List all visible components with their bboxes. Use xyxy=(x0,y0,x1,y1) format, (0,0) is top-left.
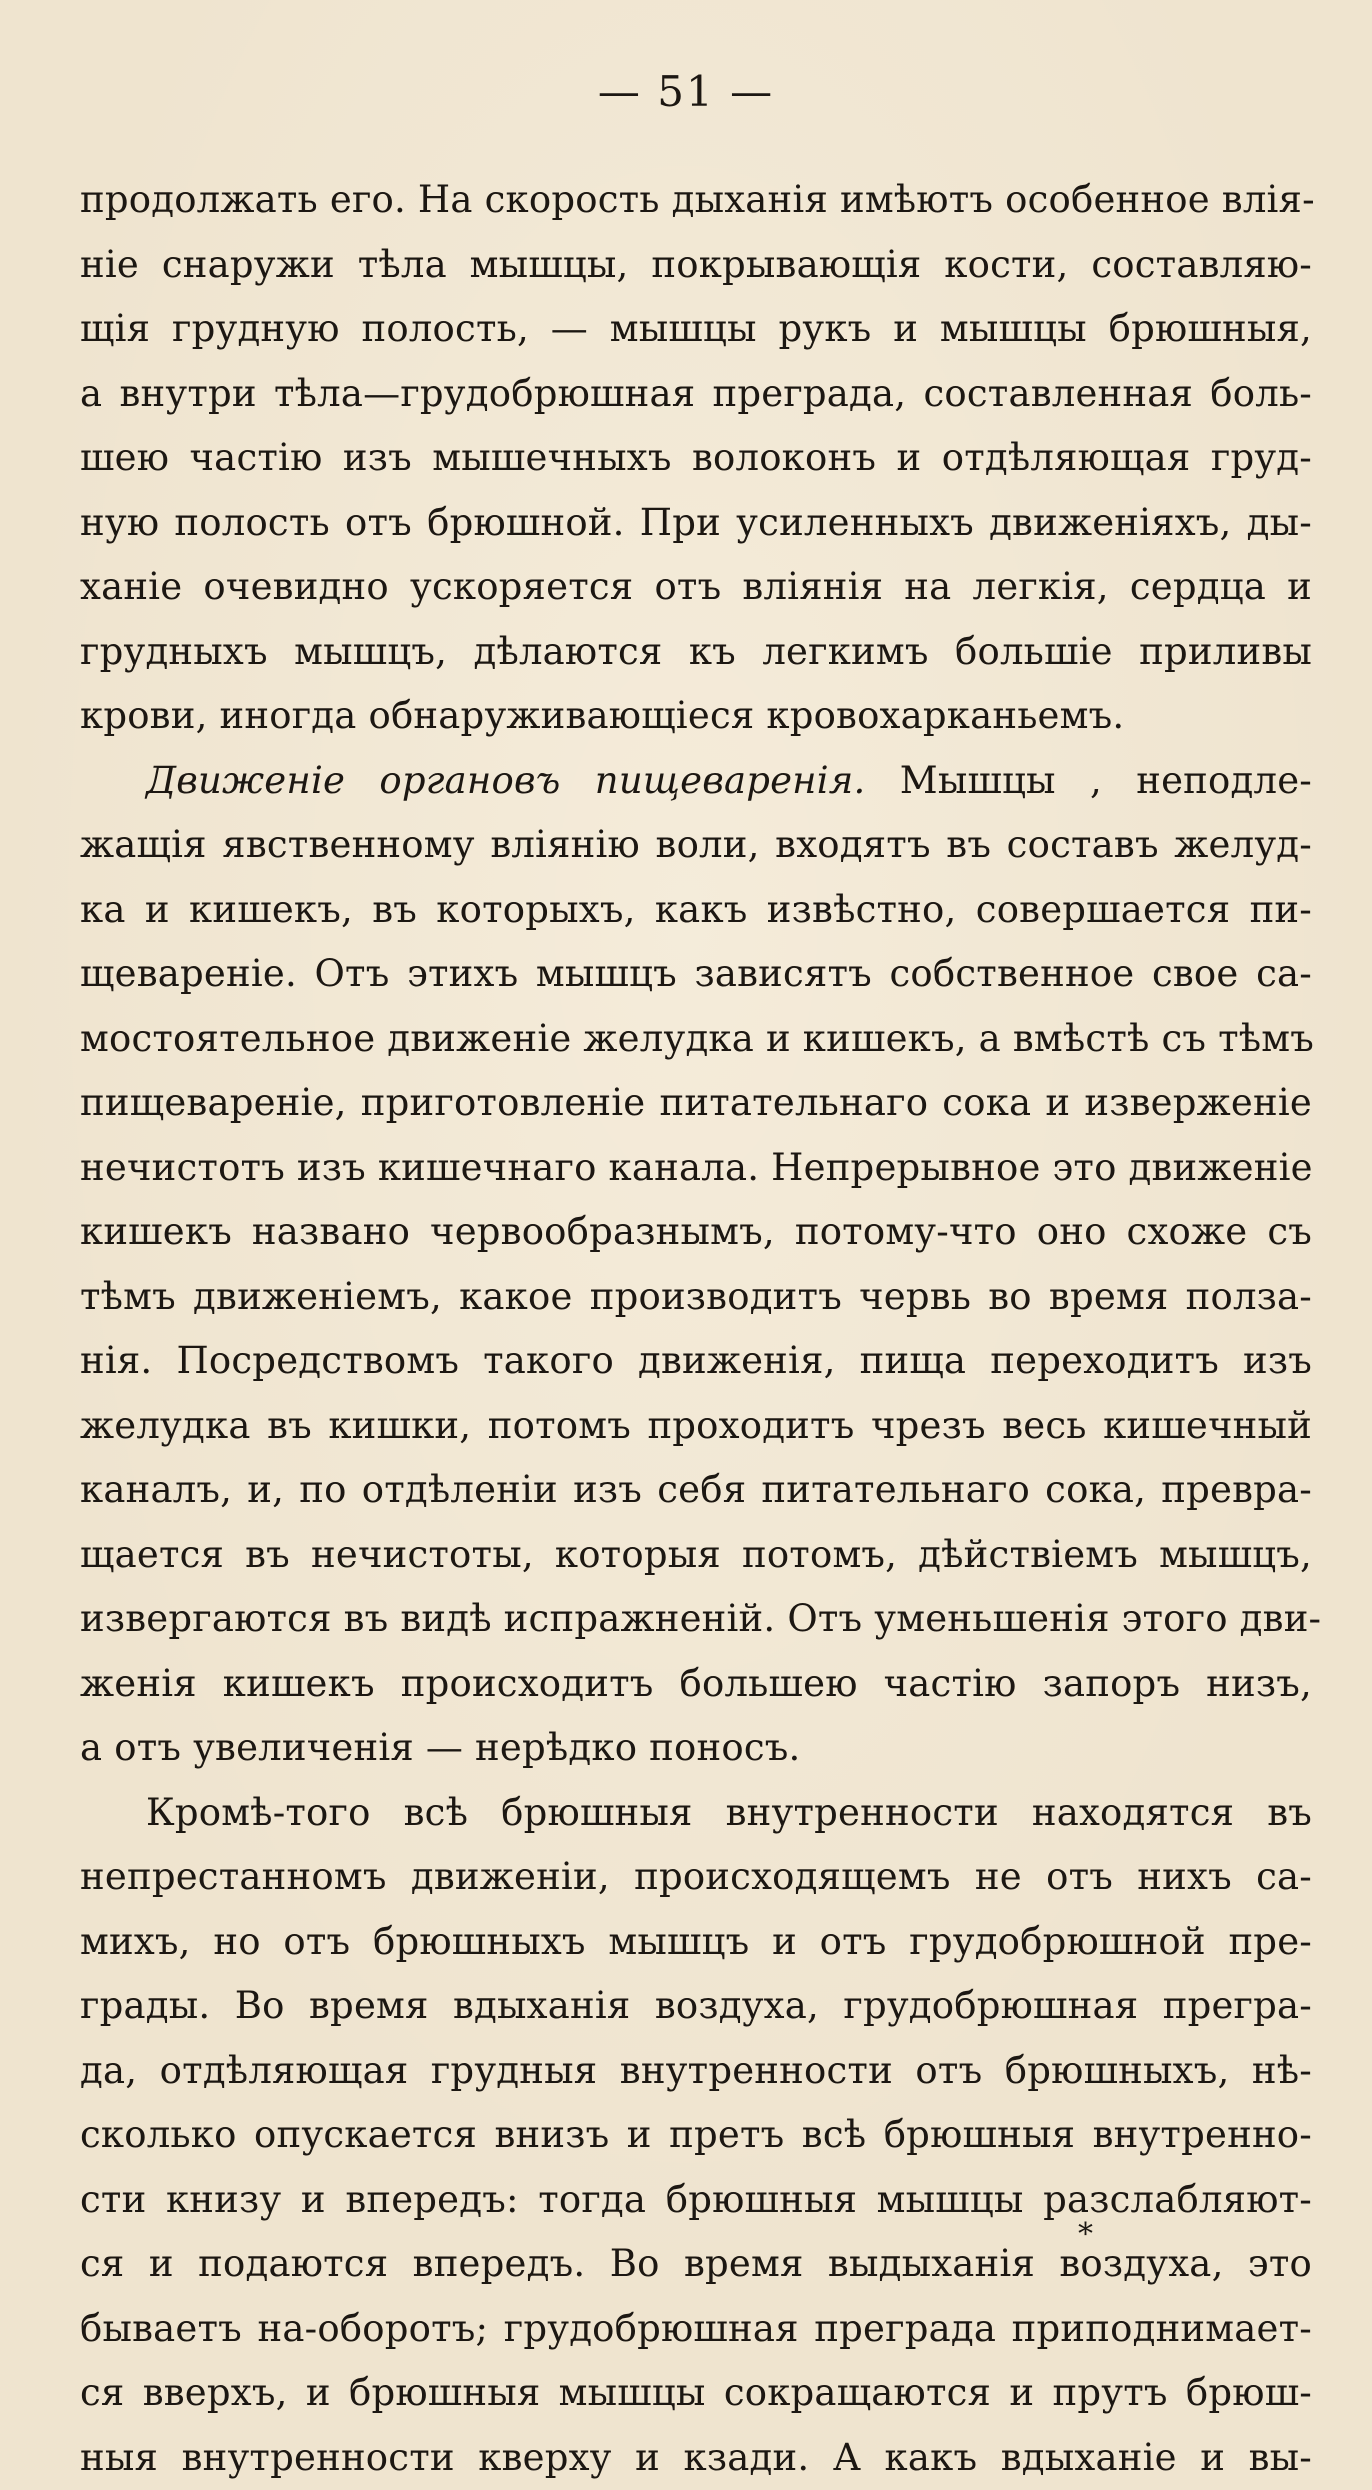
text-line: щевареніе. Отъ этихъ мышцъ зависятъ собственное свое са- xyxy=(80,942,1312,1007)
text-line: нечистотъ изъ кишечнаго канала. Непрерывное это движеніе xyxy=(80,1136,1312,1201)
paragraph-first-line xyxy=(80,749,1312,814)
signature-mark: * xyxy=(1078,2220,1093,2250)
text-line: ную полость отъ брюшной. При усиленныхъ движеніяхъ, ды- xyxy=(80,491,1312,556)
text-line: ся и подаются впередъ. Во время выдыханія воздуха, это xyxy=(80,2232,1312,2297)
text-line: нія. Посредствомъ такого движенія, пища переходитъ изъ xyxy=(80,1329,1312,1394)
text-line: желудка въ кишки, потомъ проходитъ чрезъ весь кишечный xyxy=(80,1394,1312,1459)
text-line: извергаются въ видѣ испражненій. Отъ уменьшенія этого дви- xyxy=(80,1587,1312,1652)
text-line: ніе снаружи тѣла мышцы, покрывающія кости, составляю- xyxy=(80,233,1312,298)
text-line: щія грудную полость, — мышцы рукъ и мышцы брюшныя, xyxy=(80,297,1312,362)
text-line: ныя внутренности кверху и кзади. А какъ вдыханіе и вы- xyxy=(80,2426,1312,2490)
text-line: шею частію изъ мышечныхъ волоконъ и отдѣляющая груд- xyxy=(80,426,1312,491)
text-line: мостоятельное движеніе желудка и кишекъ, а вмѣстѣ съ тѣмъ xyxy=(80,1007,1312,1072)
section-heading-italic: Движеніе органовъ пищеваренія. xyxy=(146,759,865,802)
text-line: продолжать его. На скорость дыханія имѣютъ особенное влія- xyxy=(80,168,1312,233)
text-line: каналъ, и, по отдѣленіи изъ себя питательнаго сока, превра- xyxy=(80,1458,1312,1523)
text-line: грудныхъ мышцъ, дѣлаются къ легкимъ большіе приливы xyxy=(80,620,1312,685)
text-line: а внутри тѣла—грудобрюшная преграда, составленная боль- xyxy=(80,362,1312,427)
text-line: женія кишекъ происходитъ большею частію запоръ низъ, xyxy=(80,1652,1312,1717)
text-line: тѣмъ движеніемъ, какое производитъ червь во время полза- xyxy=(80,1265,1312,1330)
text-line: михъ, но отъ брюшныхъ мышцъ и отъ грудобрюшной пре- xyxy=(80,1910,1312,1975)
paragraph-first-line: Кромѣ-того всѣ брюшныя внутренности находятся въ xyxy=(80,1781,1312,1846)
text-line: крови, иногда обнаруживающіеся кровохарканьемъ. xyxy=(80,684,1312,749)
body-text xyxy=(80,168,1312,2490)
text-line: бываетъ на-оборотъ; грудобрюшная преграда приподнимает- xyxy=(80,2297,1312,2362)
text-line: щается въ нечистоты, которыя потомъ, дѣйствіемъ мышцъ, xyxy=(80,1523,1312,1588)
text-line: грады. Во время вдыханія воздуха, грудобрюшная прегра- xyxy=(80,1974,1312,2039)
text-fragment: Мышцы , неподле- xyxy=(900,759,1312,802)
text-line: да, отдѣляющая грудныя внутренности отъ брюшныхъ, нѣ- xyxy=(80,2039,1312,2104)
page-number: — 51 — xyxy=(0,62,1372,122)
text-line: пищевареніе, приготовленіе питательнаго сока и изверженіе xyxy=(80,1071,1312,1136)
text-line: а отъ увеличенія — нерѣдко поносъ. xyxy=(80,1716,1312,1781)
text-line: ся вверхъ, и брюшныя мышцы сокращаются и прутъ брюш- xyxy=(80,2361,1312,2426)
text-line: ка и кишекъ, въ которыхъ, какъ извѣстно, совершается пи- xyxy=(80,878,1312,943)
text-line: непрестанномъ движеніи, происходящемъ не отъ нихъ са- xyxy=(80,1845,1312,1910)
text-line: жащія явственному вліянію воли, входятъ въ составъ желуд- xyxy=(80,813,1312,878)
text-line: ханіе очевидно ускоряется отъ вліянія на легкія, сердца и xyxy=(80,555,1312,620)
text-line: кишекъ названо червообразнымъ, потому-что оно схоже съ xyxy=(80,1200,1312,1265)
text-line: сколько опускается внизъ и претъ всѣ брюшныя внутренно- xyxy=(80,2103,1312,2168)
text-line: сти книзу и впередъ: тогда брюшныя мышцы разслабляют- xyxy=(80,2168,1312,2233)
